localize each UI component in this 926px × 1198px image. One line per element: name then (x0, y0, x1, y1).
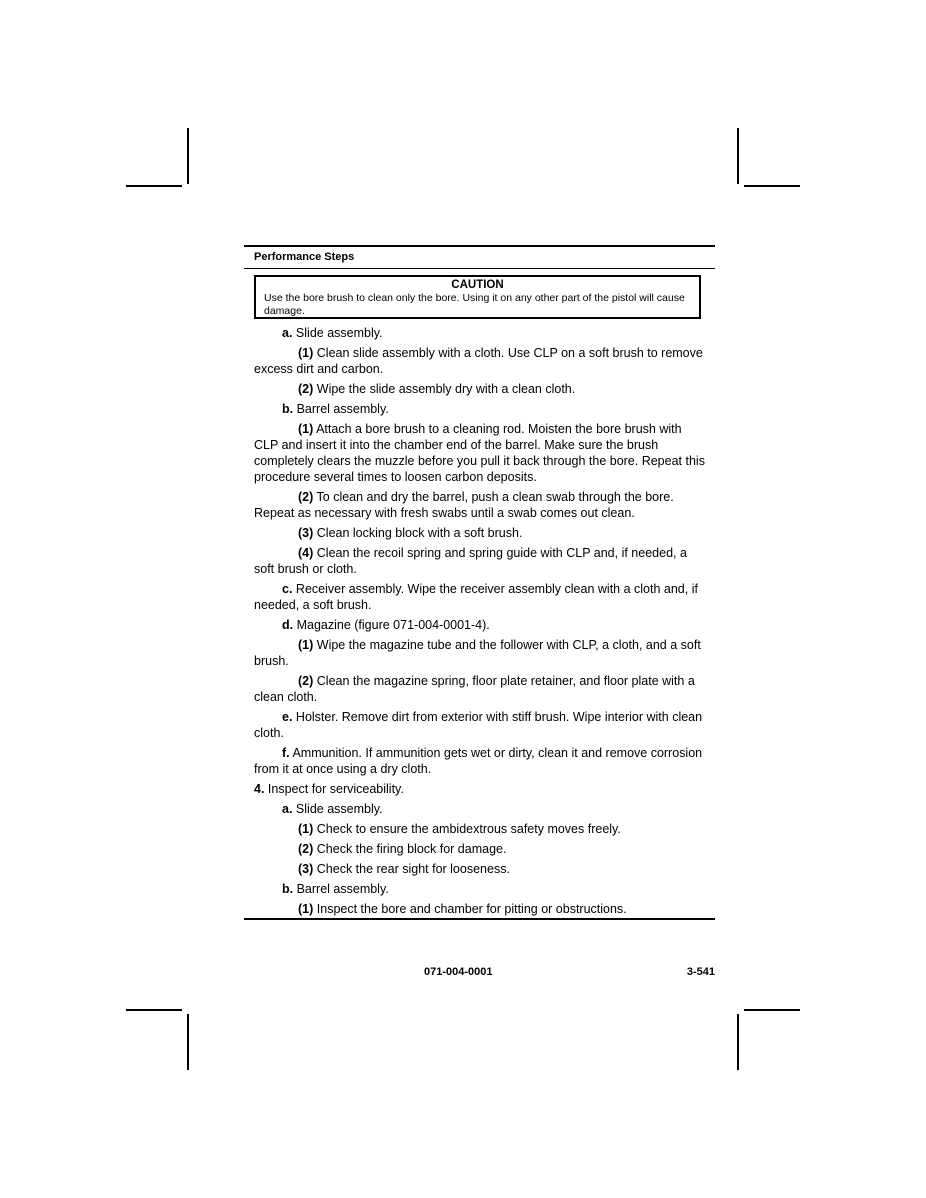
step-paragraph (254, 801, 709, 817)
step-paragraph (254, 421, 709, 485)
crop-mark-bottom-left-vertical (187, 1014, 189, 1070)
step-paragraph (254, 617, 709, 633)
step-label: (2) (298, 382, 314, 396)
step-label: (1) (298, 638, 314, 652)
step-paragraph (254, 745, 709, 777)
crop-mark-top-left-vertical (187, 128, 189, 184)
step-paragraph (254, 709, 709, 741)
task-number: 071-004-0001 (424, 966, 493, 978)
step-label: (3) (298, 526, 314, 540)
step-label: f. (282, 746, 290, 760)
crop-mark-bottom-right-horizontal (744, 1009, 800, 1011)
step-text: Check the rear sight for looseness. (316, 862, 510, 876)
step-paragraph (254, 881, 709, 897)
step-label: (1) (298, 346, 314, 360)
caution-text: Use the bore brush to clean only the bore. Using it on any other part of the pistol will cause damage. (264, 292, 685, 317)
step-paragraph (254, 841, 709, 857)
step-text: Check to ensure the ambidextrous safety moves freely. (316, 822, 621, 836)
step-label: b. (282, 402, 294, 416)
step-label: a. (282, 802, 293, 816)
step-paragraph (254, 901, 709, 917)
footer-rule (244, 918, 715, 920)
step-label: (1) (298, 902, 314, 916)
crop-mark-top-right-vertical (737, 128, 739, 184)
caution-box (254, 275, 701, 319)
performance-steps-body (254, 325, 709, 921)
step-paragraph (254, 325, 709, 341)
crop-mark-top-left-horizontal (126, 185, 182, 187)
step-text: To clean and dry the barrel, push a clean swab through the bore. Repeat as necessary with fresh swabs until a swab comes out clean. (254, 490, 674, 520)
step-label: e. (282, 710, 293, 724)
step-text: Barrel assembly. (296, 882, 389, 896)
step-text: Slide assembly. (295, 802, 383, 816)
step-paragraph (254, 781, 709, 797)
step-text: Inspect the bore and chamber for pitting or obstructions. (316, 902, 627, 916)
step-label: (2) (298, 490, 314, 504)
step-text: Magazine (figure 071-004-0001-4). (296, 618, 490, 632)
step-label: (4) (298, 546, 314, 560)
step-paragraph (254, 525, 709, 541)
step-paragraph (254, 381, 709, 397)
step-paragraph (254, 581, 709, 613)
header-divider (244, 268, 715, 269)
step-text: Inspect for serviceability. (267, 782, 404, 796)
step-label: c. (282, 582, 293, 596)
step-paragraph (254, 345, 709, 377)
step-text: Slide assembly. (295, 326, 383, 340)
step-label: a. (282, 326, 293, 340)
step-text: Clean the magazine spring, floor plate retainer, and floor plate with a clean cloth. (254, 674, 695, 704)
step-text: Check the firing block for damage. (316, 842, 507, 856)
step-label: (2) (298, 674, 314, 688)
step-text: Barrel assembly. (296, 402, 389, 416)
step-text: Clean locking block with a soft brush. (316, 526, 523, 540)
section-title: Performance Steps (254, 251, 355, 263)
step-text: Clean the recoil spring and spring guide with CLP and, if needed, a soft brush or cloth. (254, 546, 687, 576)
step-text: Clean slide assembly with a cloth. Use CLP on a soft brush to remove excess dirt and carbon. (254, 346, 703, 376)
step-label: 4. (254, 782, 265, 796)
caution-title: CAUTION (451, 279, 504, 291)
header-rule (244, 245, 715, 247)
step-paragraph (254, 673, 709, 705)
crop-mark-bottom-left-horizontal (126, 1009, 182, 1011)
step-paragraph (254, 545, 709, 577)
step-paragraph (254, 861, 709, 877)
step-paragraph (254, 637, 709, 669)
step-paragraph (254, 821, 709, 837)
step-label: (1) (298, 422, 314, 436)
step-label: b. (282, 882, 294, 896)
step-text: Receiver assembly. Wipe the receiver assembly clean with a cloth and, if needed, a soft brush. (254, 582, 698, 612)
step-text: Attach a bore brush to a cleaning rod. Moisten the bore brush with CLP and insert it into the chamber end of the barrel. Make sure the brush completely clears the muzzle before you pull it back through the bore. Repeat this procedure several times to loosen carbon deposits. (254, 422, 705, 484)
step-label: d. (282, 618, 294, 632)
step-text: Wipe the slide assembly dry with a clean cloth. (316, 382, 576, 396)
step-label: (3) (298, 862, 314, 876)
crop-mark-top-right-horizontal (744, 185, 800, 187)
page-number: 3-541 (686, 966, 715, 978)
step-text: Ammunition. If ammunition gets wet or dirty, clean it and remove corrosion from it at once using a dry cloth. (254, 746, 703, 776)
step-text: Wipe the magazine tube and the follower with CLP, a cloth, and a soft brush. (254, 638, 701, 668)
step-label: (2) (298, 842, 314, 856)
step-label: (1) (298, 822, 314, 836)
step-text: Holster. Remove dirt from exterior with stiff brush. Wipe interior with clean cloth. (254, 710, 703, 740)
step-paragraph (254, 401, 709, 417)
step-paragraph (254, 489, 709, 521)
crop-mark-bottom-right-vertical (737, 1014, 739, 1070)
